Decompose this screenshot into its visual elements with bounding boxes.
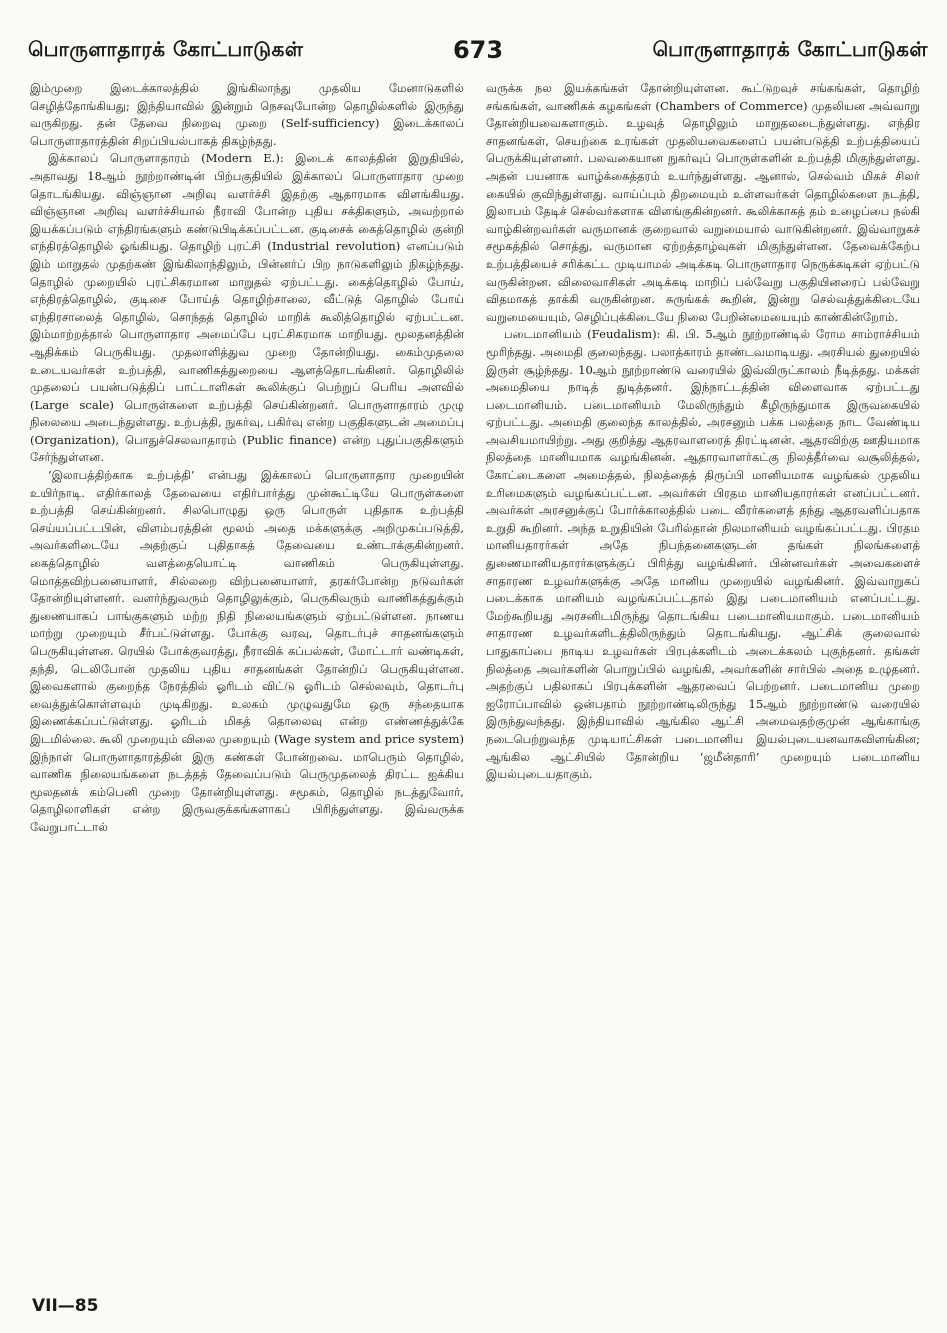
signature-mark: VII—85	[32, 1296, 99, 1316]
header-left-title: பொருளாதாரக் கோட்பாடுகள்	[28, 36, 304, 61]
paragraph: ‘இலாபத்திற்காக உற்பத்தி’ என்பது இக்காலப் பொருளாதார முறையின் உயிர்நாடி. எதிர்காலத் தேவையை எதிர்பார்த்து முன்கூட்டியே பொருள்களை உற்பத்தி செய்கின்றனர். சிலபொழுது ஒரு பொருள் புதிதாக உற்பத்தி செய்யப்பட்டபின், விளம்பரத்தின் மூலம் அதை மக்களுக்கு அறிமுகப்படுத்தி, அவர்களிடையே அதற்குப் புதிதாகத் தேவையை உண்டாக்குகின்றனர். கைத்தொழில் வளத்தையொட்டி வாணிகம் பெருகியுள்ளது. மொத்தவிற்பனையாளர், சில்லறை விற்பனையாளர், தரகர்போன்ற நடுவர்கள் தோன்றியுள்ளனர். வளர்ந்துவரும் தொழிலுக்கும், பெருகிவரும் வாணிகத்துக்கும் துணையாகப் பாங்குகளும் மற்ற நிதி நிலையங்களும் ஏற்பட்டுள்ளன. நாணய மாற்று முறையும் சீர்பட்டுள்ளது. போக்கு வரவு, தொடர்புச் சாதனங்களும் பெருகியுள்ளன. ரெயில் போக்குவரத்து, நீராவிக் கப்பல்கள், மோட்டார் வண்டிகள், தந்தி, டெலிபோன் முதலிய புதிய சாதனங்கள் தோன்றிப் பெருகியுள்ளன. இவைகளால் குறைந்த நேரத்தில் ஓரிடம் விட்டு ஓரிடம் செல்லவும், தொடர்பு வைத்துக்கொள்ளவும் முடிகிறது. உலகம் முழுவதுமே ஒரு சந்தையாக இணைக்கப்பட்டுள்ளது. ஓரிடம் மிகத் தொலைவு என்ற எண்ணத்துக்கே இடமில்லை. கூலி முறையும் விலை முறையும் (Wage system and price system) இந்நாள் பொருளாதாரத்தின் இரு கண்கள் போன்றவை. மாபெரும் தொழில், வாணிக நிலையங்களை நடத்தத் தேவைப்படும் பெருமுதலைத் திரட்ட ஐக்கிய மூலதனக் கம்பெனி முறை தோன்றியுள்ளது. சமூகம், தொழில் நடத்துவோர், தொழிலாளிகள் என்ற இருவகுக்கங்களாகப் பிரிந்துள்ளது. இவ்வருக்க வேறுபாட்டால்	[30, 468, 464, 834]
paragraph: வருக்க நல இயக்கங்கள் தோன்றியுள்ளன. கூட்டுறவுச் சங்கங்கள், தொழிற் சங்கங்கள், வாணிகக் கழகங்கள் (Chambers of Commerce) முதலியன அவ்வாறு தோன்றியவைகளாகும். உழவுத் தொழிலும் மாறுதலடைந்துள்ளது. எந்திர சாதனங்கள், செயற்கை உரங்கள் முதலியவைகளைப் பயன்படுத்தி உற்பத்தியைப் பெருக்கியுள்ளனர். பலவகையான நுகர்வுப் பொருள்களின் உற்பத்தி மிகுந்துள்ளது. அதன் பயனாக வாழ்க்கைத்தரம் உயர்ந்துள்ளது. ஆனால், செல்வம் மிகச் சிலர் கையில் குவிந்துள்ளது. வாய்ப்பும் திறமையும் உள்ளவர்கள் தொழில்களை நடத்தி, இலாபம் தேடிச் செல்வர்களாக விளங்குகின்றனர். கூலிக்காகத் தம் உழைப்பை நல்கி வாழ்கின்றவர்கள் வருமானக் குறைவால் வறுமையால் வாடுகின்றனர். இவ்வாறுகச் சமூகத்தில் சொத்து, வருமான ஏற்றத்தாழ்வுகள் மிகுந்துள்ளன. தேவைக்கேற்ப உற்பத்தியைச் சரிக்கட்ட முடியாமல் அடிக்கடி பொருளாதார நெருக்கடிகள் ஏற்பட்டு வருகின்றன. விலைவாசிகள் அடிக்கடி மாறிப் பல்வேறு பகுதியினரைப் பல்வேறு விதமாகத் தாக்கி வருகின்றன. சுருங்கக் கூறின், இன்று செல்வத்துக்கிடையே வறுமையையும், செழிப்புக்கிடையே நிலை பேறின்மையையும் காண்கின்றோம்.	[486, 81, 920, 324]
right-column	[486, 80, 920, 1290]
page-header	[28, 30, 928, 70]
left-column	[30, 80, 464, 1290]
page-number: 673	[452, 36, 504, 64]
header-right-title: பொருளாதாரக் கோட்பாடுகள்	[652, 36, 928, 61]
paragraph: படைமானியம் (Feudalism): கி. பி. 5ஆம் நூற்றாண்டில் ரோம சாம்ராச்சியம் மூரிந்தது. அமைதி குலைந்தது. பலாத்காரம் தாண்டவமாடியது. அரசியல் துறையில் இருள் சூழ்ந்தது. 10ஆம் நூற்றாண்டு வரையில் இவ்விருட்காலம் நீடித்தது. மக்கள் அமைதியை நாடித் துடித்தனர். இந்நாட்டத்தின் விளைவாக ஏற்பட்டது படைமானியம். படைமானியம் மேலிருந்தும் கீழிருந்துமாக இருவகையில் ஏற்பட்டது. அமைதி குலைந்த காலத்தில், அரசனும் பக்க பலத்தை நாட வேண்டிய அவசியமாயிற்று. அது குறித்து ஆதரவாளரைத் திரட்டினன். ஆதரவிற்கு ஊதியமாக நிலத்தை மானியமாக வழங்கினன். ஆதாரவாளர்கட்கு நிலத்தீர்வை வசூலித்தல், கோட்டைகளை அமைத்தல், நிலத்தைத் திருப்பி மானியமாக வழங்கல் முதலிய உரிமைகளும் வழங்கப்பட்டன. அவர்கள் பிரதம மானியதாரர்கள் எனப்பட்டனர். அவர்கள் அரசனுக்குப் போர்க்காலத்தில் படை வீரர்களைத் தந்து ஆதரவளிப்பதாக உறுதி கூறினர். அந்த உறுதியின் பேரில்தான் நிலமானியம் வழங்கப்பட்டது. பிரதம மானியதாரர்கள் அதே நிபந்தனைகளுடன் தங்கள் நிலங்களைத் துணைமானியதாரர்களுக்குப் பிரித்து வழங்கினர். பின்னவர்கள் அவைகளைச் சாதாரண உழவர்களுக்கு அதே மானிய முறையில் வழங்கினர். இவ்வாறுகப் படைக்காக மானியம் வழங்கப்பட்டதால் இது படைமானியம் எனப்பட்டது. மேற்கூறியது அரசனிடமிருந்து தொடங்கிய படைமானியமாகும். படைமானியம் சாதாரண உழவர்களிடத்திலிருந்தும் தொடங்கியது. ஆட்சிக் குலைவால் பாதுகாப்பை நாடிய உழவர்கள் பிரபுக்களிடம் அடைக்கலம் புகுந்தனர். தங்கள் நிலத்தை அவர்களின் பொறுப்பில் வழங்கி, அவர்களின் சார்பில் அதை உழுதனர். அதற்குப் பதிலாகப் பிரபுக்களின் ஆதரவைப் பெற்றனர். படைமானிய முறை ஐரோப்பாவில் ஒன்பதாம் நூற்றாண்டிலிருந்து 15ஆம் நூற்றாண்டு வரையில் இருந்துவந்தது. இந்தியாவில் ஆங்கில ஆட்சி அமைவதற்குமுன் ஆங்காங்கு நடைபெற்றுவந்த முடியாட்சிகள் படைமானிய இயல்புடையனவாகவிளங்கின; ஆங்கில ஆட்சியில் தோன்றிய ‘ஜமீன்தாரி’ முறையும் படைமானிய இயல்புடையதாகும்.	[486, 327, 920, 782]
paragraph: இம்முறை இடைக்காலத்தில் இங்கிலாந்து முதலிய மேனாடுகளில் செழித்தோங்கியது; இந்தியாவில் இன்றும் நெசவுபோன்ற தொழில்களில் இருந்து வருகிறது. தன் தேவை நிறைவு முறை (Self-sufficiency) இடைக்காலப் பொருளாதாரத்தின் சிறப்பியல்பாகத் திகழ்ந்தது.	[30, 81, 464, 148]
text-columns	[30, 80, 920, 1290]
paragraph: இக்காலப் பொருளாதாரம் (Modern E.): இடைக் காலத்தின் இறுதியில், அதாவது 18ஆம் நூற்றாண்டின் பிற்பகுதியில் இக்காலப் பொருளாதார முறை தொடங்கியது. விஞ்ஞான அறிவு வளர்ச்சி இதற்கு ஆதாரமாக விளங்கியது. விஞ்ஞான அறிவு வளர்ச்சியால் நீராவி போன்ற புதிய சக்திகளும், அவற்றால் இயக்கப்படும் எந்திரங்களும் கண்டுபிடிக்கப்பட்டன. குடிசைக் கைத்தொழில் குன்றி எந்திரத்தொழில் ஓங்கியது. தொழிற் புரட்சி (Industrial revolution) எனப்படும் இம் மாறுதல் முதற்கண் இங்கிலாந்திலும், பின்னர்ப் பிற நாடுகளிலும் நிகழ்ந்தது. தொழில் முறையில் புரட்சிகரமான மாறுதல் ஏற்பட்டது. கைத்தொழில் போய், எந்திரத்தொழில், குடிசை போய்த் தொழிற்சாலை, வீட்டுத் தொழில் போய் எந்திரசாலைத் தொழில், சொந்தத் தொழில் மாறிக் கூலித்தொழில் ஏற்பட்டன. இம்மாற்றத்தால் பொருளாதார அமைப்பே புரட்சிகரமாக மாறியது. மூலதனத்தின் ஆதிக்கம் பெருகியது. முதலாளித்துவ முறை தோன்றியது. கைம்முதலை உடையவர்கள் உற்பத்தி, வாணிகத்துறையை ஆளத்தொடங்கினர். தொழிலில் முதலைப் பயன்படுத்திப் பாட்டாளிகள் கூலிக்குப் பெற்றுப் பெரிய அளவில் (Large scale) பொருள்களை உற்பத்தி செய்கின்றனர். பொருளாதாரம் முழு நிலையை அடைந்துள்ளது. உற்பத்தி, நுகர்வு, பகிர்வு என்ற பகுதிகளுடன் அமைப்பு (Organization), பொதுச்செலவாதாரம் (Public finance) என்ற புதுப்பகுதிகளும் சேர்ந்துள்ளன.	[30, 151, 464, 465]
